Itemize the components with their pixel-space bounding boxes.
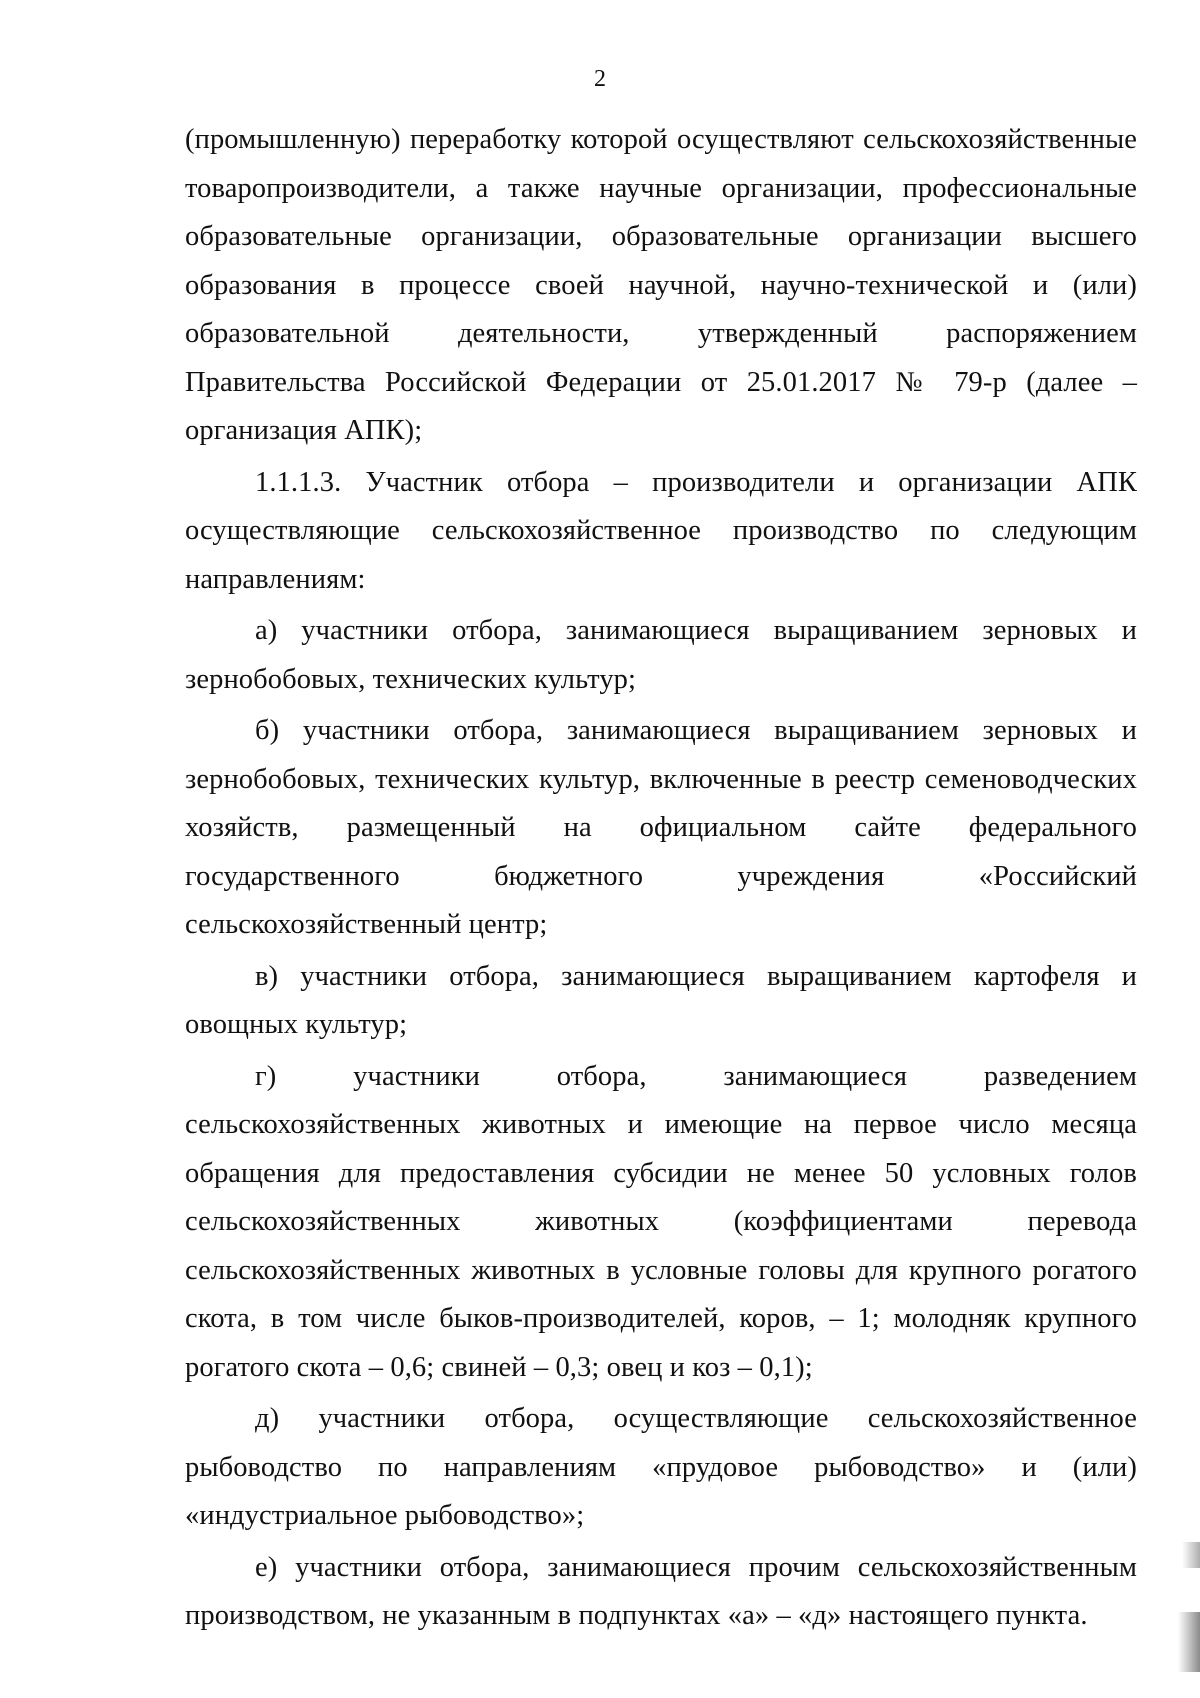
- paragraph-item-e: е) участники отбора, занимающиеся прочим сельскохозяйственным производством, не указанным в подпунктах «а» – «д» настоящего пункта.: [185, 1551, 1137, 1631]
- scan-edge-mark-lower: [1178, 1612, 1200, 1672]
- paragraph-clause-1-1-1-3: 1.1.1.3. Участник отбора – производители и организации АПК осуществляющие сельскохозяйственное производство по следующим направлениям:: [185, 466, 1137, 595]
- paragraph-item-a: а) участники отбора, занимающиеся выращиванием зерновых и зернобобовых, технических культур;: [185, 615, 1137, 695]
- paragraph-continuation: (промышленную) переработку которой осуществляют сельскохозяйственные товаропроизводители, а также научные организации, профессиональные образовательные организации, образовательные организации высшего образования в процессе своей научной, научно-технической и (или) образовательной деятельности, утвержденный распоряжением Правительства Российской Федерации от 25.01.2017 № 79-р (далее – организация АПК);: [185, 124, 1137, 446]
- document-body: [185, 116, 1137, 1641]
- page-number: 2: [594, 66, 606, 92]
- paragraph-item-g: г) участники отбора, занимающиеся разведением сельскохозяйственных животных и имеющие на первое число месяца обращения для предоставления субсидии не менее 50 условных голов сельскохозяйственных животных (коэффициентами перевода сельскохозяйственных животных в условные головы для крупного рогатого скота, в том числе быков-производителей, коров, – 1; молодняк крупного рогатого скота – 0,6; свиней – 0,3; овец и коз – 0,1);: [185, 1060, 1137, 1383]
- paragraph-item-v: в) участники отбора, занимающиеся выращиванием картофеля и овощных культур;: [185, 960, 1137, 1040]
- scan-edge-mark-upper: [1182, 1542, 1200, 1568]
- paragraph-item-b: б) участники отбора, занимающиеся выращиванием зерновых и зернобобовых, технических культур, включенные в реестр семеноводческих хозяйств, размещенный на официальном сайте федерального государственного бюджетного учреждения «Российский сельскохозяйственный центр;: [185, 715, 1137, 940]
- paragraph-item-d: д) участники отбора, осуществляющие сельскохозяйственное рыбоводство по направлениям «прудовое рыбоводство» и (или) «индустриальное рыбоводство»;: [185, 1403, 1137, 1531]
